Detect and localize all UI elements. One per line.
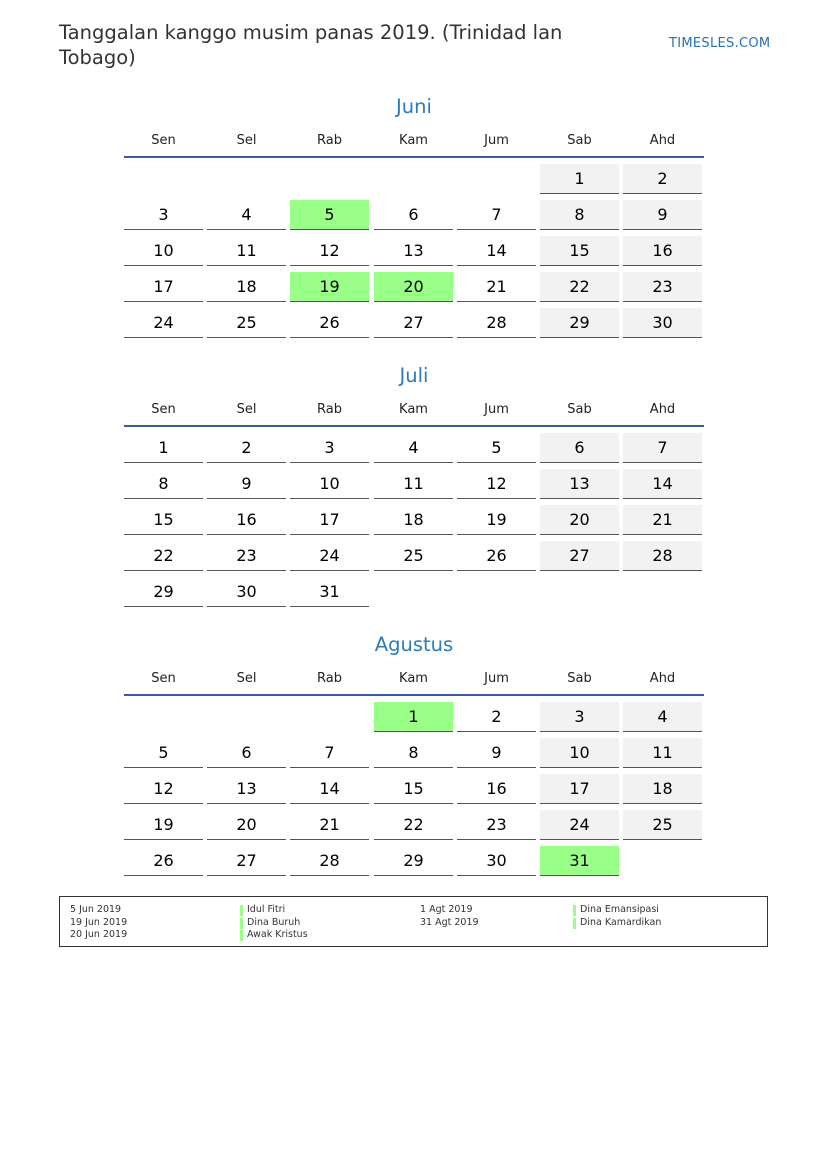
day-cell: 14 <box>457 236 536 266</box>
holiday-day-cell: 20 <box>374 272 453 302</box>
day-cell: 20 <box>207 810 286 840</box>
day-cell: 21 <box>290 810 369 840</box>
day-cell: 12 <box>457 469 536 499</box>
brand-link[interactable]: TIMESLES.COM <box>669 36 771 51</box>
legend-left-dates <box>70 904 127 942</box>
day-cell: 6 <box>540 433 619 463</box>
day-cell: 18 <box>623 774 702 804</box>
day-cell: 20 <box>540 505 619 535</box>
day-cell: 6 <box>374 200 453 230</box>
weekday-header <box>124 664 704 694</box>
month-1 <box>124 363 704 613</box>
day-cell: 3 <box>540 702 619 732</box>
holiday-day-cell: 19 <box>290 272 369 302</box>
day-cell: 1 <box>124 433 203 463</box>
day-cell: 26 <box>457 541 536 571</box>
month-2 <box>124 632 704 882</box>
day-cell: 13 <box>540 469 619 499</box>
day-cell: 16 <box>457 774 536 804</box>
legend-holiday-name: Idul Fitri <box>240 904 308 917</box>
day-cell: 24 <box>540 810 619 840</box>
day-cell: 25 <box>623 810 702 840</box>
day-cell: 30 <box>457 846 536 876</box>
day-cell: 24 <box>124 308 203 338</box>
weekday-label: Jum <box>484 402 509 417</box>
weekday-label: Sel <box>236 671 257 686</box>
day-cell: 17 <box>540 774 619 804</box>
day-cell: 22 <box>124 541 203 571</box>
legend-holiday-name: Dina Emansipasi <box>573 904 661 917</box>
weekday-label: Ahd <box>649 133 676 148</box>
day-cell: 14 <box>623 469 702 499</box>
day-cell: 25 <box>374 541 453 571</box>
legend-right-names <box>573 904 661 929</box>
day-cell: 8 <box>124 469 203 499</box>
weekday-label: Sab <box>567 671 592 686</box>
month-title: Juli <box>399 364 429 387</box>
month-title: Agustus <box>374 633 454 656</box>
day-cell: 5 <box>124 738 203 768</box>
day-grid <box>124 427 704 613</box>
day-cell: 8 <box>374 738 453 768</box>
day-cell: 9 <box>457 738 536 768</box>
day-cell: 21 <box>623 505 702 535</box>
day-cell: 4 <box>207 200 286 230</box>
day-cell: 15 <box>540 236 619 266</box>
day-cell: 18 <box>374 505 453 535</box>
day-cell: 28 <box>457 308 536 338</box>
legend-date: 5 Jun 2019 <box>70 904 122 915</box>
weekday-label: Kam <box>399 671 428 686</box>
day-cell: 15 <box>374 774 453 804</box>
weekday-label: Ahd <box>649 671 676 686</box>
day-grid <box>124 696 704 882</box>
holiday-legend <box>59 896 768 947</box>
day-cell: 17 <box>290 505 369 535</box>
day-cell: 22 <box>540 272 619 302</box>
day-cell: 3 <box>290 433 369 463</box>
holiday-day-cell: 5 <box>290 200 369 230</box>
day-cell: 27 <box>540 541 619 571</box>
day-cell: 30 <box>207 577 286 607</box>
day-cell: 13 <box>374 236 453 266</box>
day-cell: 16 <box>207 505 286 535</box>
day-cell: 12 <box>124 774 203 804</box>
day-cell: 11 <box>623 738 702 768</box>
day-cell: 1 <box>540 164 619 194</box>
day-cell: 2 <box>623 164 702 194</box>
day-cell: 8 <box>540 200 619 230</box>
day-cell: 19 <box>124 810 203 840</box>
weekday-label: Sab <box>567 133 592 148</box>
day-cell: 14 <box>290 774 369 804</box>
month-title: Juni <box>396 95 432 118</box>
day-cell: 28 <box>290 846 369 876</box>
day-cell: 19 <box>457 505 536 535</box>
weekday-label: Sab <box>567 402 592 417</box>
day-cell: 26 <box>290 308 369 338</box>
day-cell: 10 <box>290 469 369 499</box>
weekday-label: Kam <box>399 402 428 417</box>
day-cell: 21 <box>457 272 536 302</box>
weekday-label: Rab <box>317 671 342 686</box>
legend-holiday-name: Dina Kamardikan <box>573 917 661 930</box>
legend-right-dates <box>420 904 479 929</box>
day-cell: 11 <box>374 469 453 499</box>
day-cell: 4 <box>374 433 453 463</box>
day-cell: 26 <box>124 846 203 876</box>
day-cell: 23 <box>207 541 286 571</box>
day-cell: 23 <box>623 272 702 302</box>
month-0 <box>124 94 704 344</box>
weekday-label: Sen <box>151 402 176 417</box>
day-cell: 6 <box>207 738 286 768</box>
legend-date: 20 Jun 2019 <box>70 929 128 940</box>
day-cell: 9 <box>623 200 702 230</box>
weekday-label: Jum <box>484 671 509 686</box>
legend-date: 31 Agt 2019 <box>420 916 479 928</box>
day-cell: 2 <box>207 433 286 463</box>
legend-date: 1 Agt 2019 <box>420 904 473 915</box>
day-cell: 13 <box>207 774 286 804</box>
day-cell: 9 <box>207 469 286 499</box>
weekday-label: Sel <box>236 133 257 148</box>
day-cell: 17 <box>124 272 203 302</box>
day-grid <box>124 158 704 344</box>
holiday-day-cell: 31 <box>540 846 619 876</box>
day-cell: 22 <box>374 810 453 840</box>
weekday-label: Rab <box>317 133 342 148</box>
day-cell: 3 <box>124 200 203 230</box>
day-cell: 27 <box>374 308 453 338</box>
day-cell: 7 <box>290 738 369 768</box>
weekday-label: Jum <box>484 133 509 148</box>
day-cell: 28 <box>623 541 702 571</box>
day-cell: 5 <box>457 433 536 463</box>
weekday-label: Ahd <box>649 402 676 417</box>
day-cell: 25 <box>207 308 286 338</box>
day-cell: 29 <box>540 308 619 338</box>
day-cell: 29 <box>124 577 203 607</box>
legend-holiday-name: Dina Buruh <box>240 917 308 930</box>
legend-left-names <box>240 904 308 942</box>
weekday-label: Rab <box>317 402 342 417</box>
page-title: Tanggalan kanggo musim panas 2019. (Trinidad lan Tobago) <box>59 21 563 69</box>
weekday-label: Sel <box>236 402 257 417</box>
legend-holiday-name: Awak Kristus <box>240 929 308 942</box>
day-cell: 31 <box>290 577 369 607</box>
day-cell: 4 <box>623 702 702 732</box>
day-cell: 12 <box>290 236 369 266</box>
weekday-header <box>124 395 704 425</box>
day-cell: 2 <box>457 702 536 732</box>
day-cell: 10 <box>540 738 619 768</box>
day-cell: 23 <box>457 810 536 840</box>
day-cell: 7 <box>623 433 702 463</box>
weekday-header <box>124 126 704 156</box>
day-cell: 7 <box>457 200 536 230</box>
holiday-day-cell: 1 <box>374 702 453 732</box>
weekday-label: Sen <box>151 671 176 686</box>
legend-date: 19 Jun 2019 <box>70 916 128 928</box>
day-cell: 30 <box>623 308 702 338</box>
day-cell: 24 <box>290 541 369 571</box>
weekday-label: Sen <box>151 133 176 148</box>
weekday-label: Kam <box>399 133 428 148</box>
day-cell: 11 <box>207 236 286 266</box>
day-cell: 29 <box>374 846 453 876</box>
day-cell: 18 <box>207 272 286 302</box>
day-cell: 15 <box>124 505 203 535</box>
day-cell: 10 <box>124 236 203 266</box>
day-cell: 27 <box>207 846 286 876</box>
day-cell: 16 <box>623 236 702 266</box>
